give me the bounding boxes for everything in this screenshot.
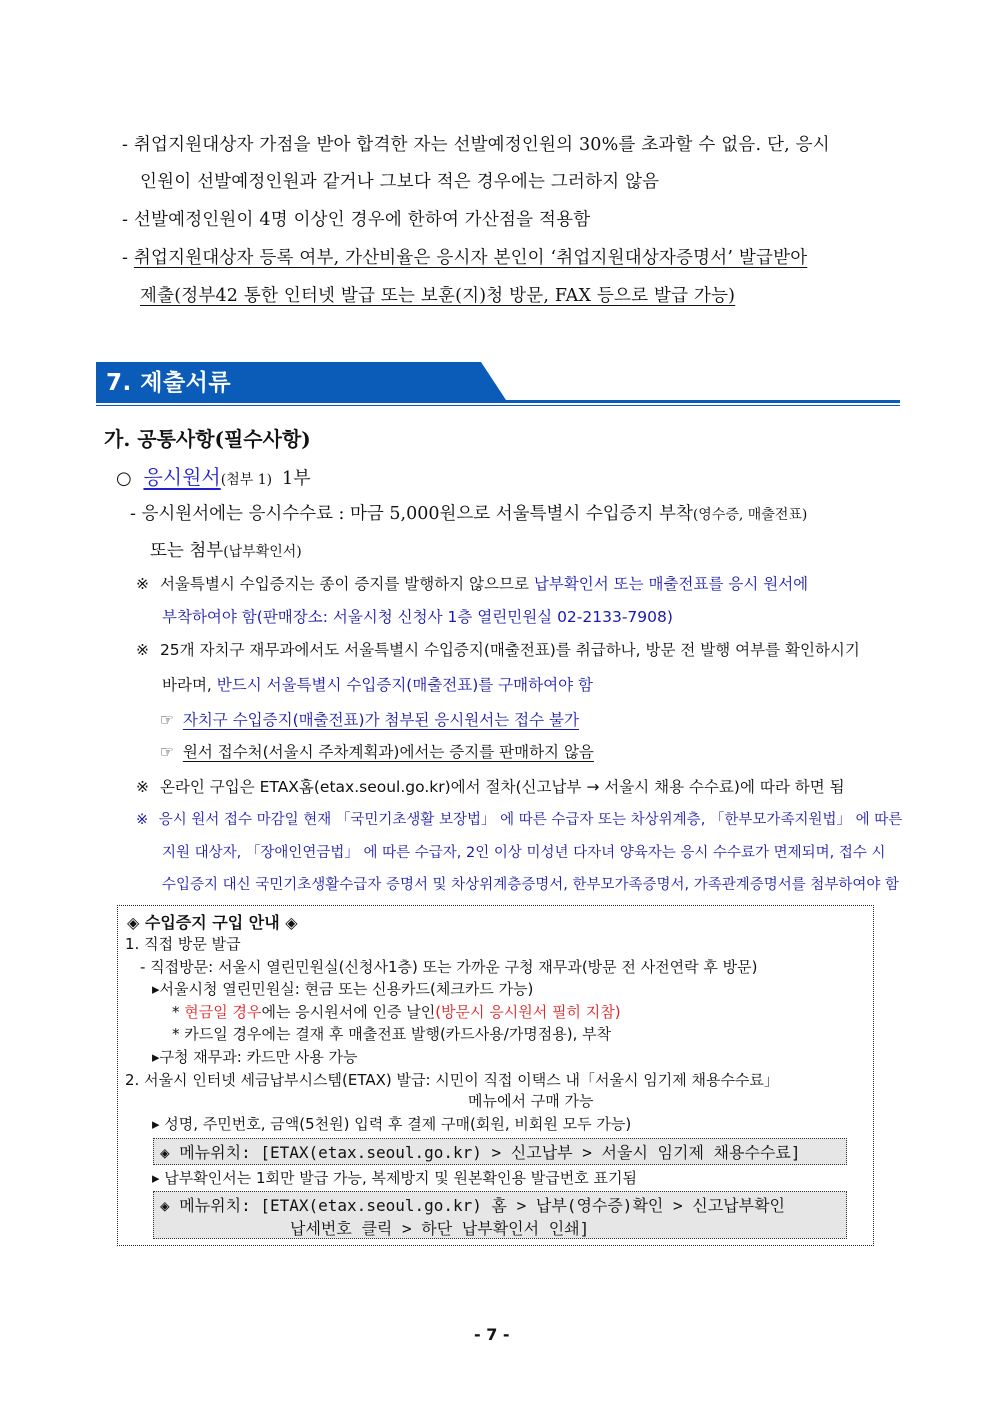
note-2-line-2 [162,673,593,695]
etax-heading-2: 메뉴에서 구매 가능 [468,1092,594,1110]
visit-line: - 직접방문: 서울시 열린민원실(신청사1층) 또는 가까운 구청 재무과(방문 전 사전연락 후 방문) [140,958,758,976]
etax-heading-1: 2. 서울시 인터넷 세금납부시스템(ETAX) 발급: 시민이 직접 이택스 내「서울시 임기제 채용수수료」 [125,1071,779,1089]
note-3 [136,775,845,797]
pointing-hand-icon: ☞ [160,743,174,761]
cash-highlight: 현금일 경우 [184,1003,262,1021]
intro-item-3-line-2: 제출(정부42 통한 인터넷 발급 또는 보훈(지)청 방문, FAX 등으로 발급 가능) [140,286,736,306]
menu-location-2-line-2: 납세번호 클릭 > 하단 납부확인서 인쇄] [290,1219,590,1238]
dash: - [122,248,134,268]
city-hall-line: ▸서울시청 열린민원실: 현금 또는 신용카드(체크카드 가능) [152,980,534,998]
note-1-line-2: 부착하여야 함(판매장소: 서울시청 신청사 1층 열린민원실 02-2133-7908) [162,608,673,626]
star-bullet: * [172,1003,180,1021]
fee-detail-text-2: 또는 첨부 [150,541,224,561]
district-line: ▸구청 재무과: 카드만 사용 가능 [152,1048,358,1066]
fee-detail-text: - 응시원서에는 응시수수료 : 마금 5,000원으로 서울특별시 수입증지 부착 [130,504,693,524]
intro-item-1-line-2: 인원이 선발예정인원과 같거나 그보다 적은 경우에는 그러하지 않음 [140,172,660,192]
intro-item-3-text: 취업지원대상자 등록 여부, 가산비율은 응시자 본인이 ‘취업지원대상자증명서’ 발급받아 [133,248,808,268]
intro-item-3-line-1 [122,244,807,269]
intro-item-2: - 선발예정인원이 4명 이상인 경우에 한하여 가산점을 적용함 [122,210,591,230]
note-2-text: 25개 자치구 재무과에서도 서울특별시 수입증지(매출전표)를 취급하나, 방문 전 발행 여부를 확인하시기 [159,641,860,659]
attachment-ref: (첨부 1) [220,472,273,488]
note-2-line-1 [136,638,860,660]
pointer-line-1 [160,708,579,730]
pointer-1-text: 자치구 수입증지(매출전표)가 첨부된 응시원서는 접수 불가 [182,711,579,729]
menu-location-2-line-1: ◈ 메뉴위치: [ETAX(etax.seoul.go.kr) 홈 > 납부(영수증)확인 > 신고납부확인 [160,1196,785,1215]
note-2-text-2: 바라며, [162,676,217,694]
circle-bullet-icon: ○ [116,468,132,489]
application-item [116,461,311,490]
note-4-line-3: 수입증지 대신 국민기초생활수급자 증명서 및 차상위계층증명서, 한부모가족증명서, 가족관계증명서를 첨부하여야 함 [162,877,900,893]
section-title: 7. 제출서류 [106,370,232,396]
pointing-hand-icon: ☞ [160,711,174,729]
reference-mark-icon: ※ [136,812,149,828]
section-divider-thick [96,400,900,403]
note-4-text-1: 응시 원서 접수 마감일 현재 「국민기초생활 보장법」 에 따른 수급자 또는 차상위계층, 「한부모가족지원법」 에 따른 [158,812,903,828]
note-3-text: 온라인 구입은 ETAX홈(etax.seoul.go.kr)에서 절차(신고납부 → 서울시 채용 수수료)에 따라 하면 됨 [159,778,845,796]
visit-heading: 1. 직접 방문 발급 [125,935,241,953]
pointer-2-text: 원서 접수처(서울시 주차계획과)에서는 증지를 판매하지 않음 [182,743,594,761]
pointer-line-2 [160,740,594,762]
note-4-line-1 [136,808,902,829]
intro-item-1-line-1: - 취업지원대상자 가점을 받아 합격한 자는 선발예정인원의 30%를 초과할 수 없음. 단, 응시 [122,135,830,155]
card-line: * 카드일 경우에는 결재 후 매출전표 발행(카드사용/가명점용), 부착 [172,1025,612,1043]
copy-count: 1부 [281,468,311,489]
fee-detail-line-1 [130,500,807,525]
cash-text: 에는 응시원서에 인증 날인 [261,1003,436,1021]
reference-mark-icon: ※ [136,641,149,659]
application-form-link[interactable]: 응시원서 [143,465,221,489]
note-4-line-2: 지원 대상자, 「장애인연금법」 에 따른 수급자, 2인 이상 미성년 다자녀 양육자는 응시 수수료가 면제되며, 접수 시 [162,845,886,861]
fee-detail-note: (영수증, 매출전표) [692,507,808,523]
cash-note: (방문시 응시원서 필히 지참) [435,1003,621,1021]
section-divider-thin [96,405,900,406]
page-number: - 7 - [474,1325,510,1344]
note-2-highlight: 반드시 서울특별시 수입증지(매출전표)를 구매하여야 함 [216,676,593,694]
fee-detail-line-2 [150,537,302,562]
note-1-text: 서울특별시 수입증지는 종이 증지를 발행하지 않으므로 [159,575,534,593]
etax-bullet-1: ▸ 성명, 주민번호, 금액(5천원) 입력 후 결제 구매(회원, 비회원 모두 가능) [152,1115,632,1133]
subsection-title: 가. 공통사항(필수사항) [104,427,311,451]
menu-location-1: ◈ 메뉴위치: [ETAX(etax.seoul.go.kr) > 신고납부 > 서울시 임기제 채용수수료] [160,1143,801,1162]
cash-line [172,1001,621,1022]
reference-mark-icon: ※ [136,575,149,593]
etax-bullet-2: ▸ 납부확인서는 1회만 발급 가능, 복제방지 및 원본확인용 발급번호 표기됨 [152,1169,637,1187]
guide-title: ◈ 수입증지 구입 안내 ◈ [127,913,298,932]
note-1-line-1 [136,572,808,594]
fee-detail-note-2: (납부확인서) [223,544,302,560]
reference-mark-icon: ※ [136,778,149,796]
note-1-highlight: 납부확인서 또는 매출전표를 응시 원서에 [533,575,809,593]
